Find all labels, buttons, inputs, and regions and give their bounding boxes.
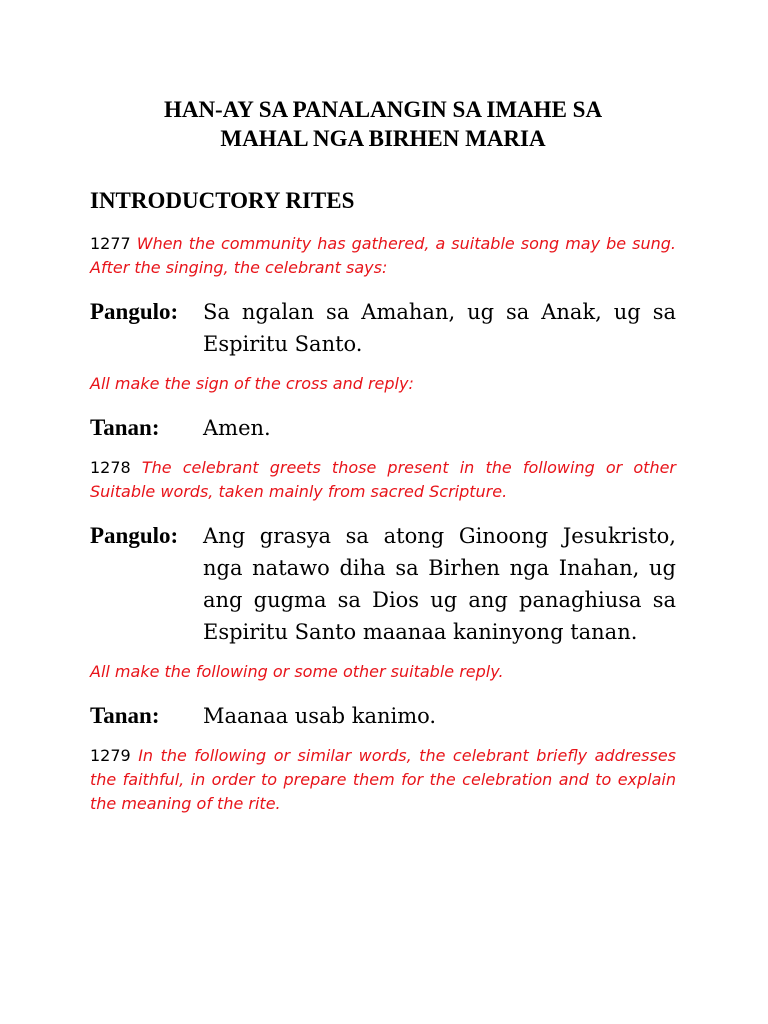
dialog-line-tanan-1 (90, 412, 676, 444)
rubric-number: 1278 (90, 458, 131, 477)
rubric-1278 (90, 456, 676, 504)
speaker-label: Pangulo: (90, 299, 179, 324)
rubric-1277 (90, 232, 676, 280)
speech-text: Maanaa usab kanimo. (203, 704, 437, 728)
dialog-line-pangulo-2 (90, 520, 676, 648)
rubric-instruction: In the following or similar words, the celebrant briefly addresses the faithful, in order to prepare them for the celebration and to explain the meaning of the rite. (90, 746, 676, 813)
rubric-number: 1277 (90, 234, 131, 253)
rubric-1279 (90, 744, 676, 816)
speaker-label: Tanan: (90, 415, 160, 440)
rubric-instruction: The celebrant greets those present in the following or other Suitable words, taken mainly from sacred Scripture. (90, 458, 677, 501)
page-title-line-2: MAHAL NGA BIRHEN MARIA (220, 126, 546, 151)
rubric-sign-of-cross: All make the sign of the cross and reply: (90, 374, 414, 393)
speaker-label: Pangulo: (90, 523, 179, 548)
document-page (90, 0, 676, 816)
rubric-reply: All make the following or some other suitable reply. (90, 662, 504, 681)
rubric-number: 1279 (90, 746, 131, 765)
rubric-instruction: When the community has gathered, a suitable song may be sung. After the singing, the celebrant says: (90, 234, 676, 277)
speech-text: Amen. (203, 416, 271, 440)
page-title (90, 95, 676, 153)
speech-text: Sa ngalan sa Amahan, ug sa Anak, ug sa Espiritu Santo. (203, 300, 676, 356)
section-heading: INTRODUCTORY RITES (90, 188, 355, 213)
speaker-label: Tanan: (90, 703, 160, 728)
dialog-line-pangulo-1 (90, 296, 676, 360)
dialog-line-tanan-2 (90, 700, 676, 732)
page-title-line-1: HAN-AY SA PANALANGIN SA IMAHE SA (163, 97, 603, 122)
speech-text: Ang grasya sa atong Ginoong Jesukristo, nga natawo diha sa Birhen nga Inahan, ug ang gugma sa Dios ug ang panaghiusa sa Espiritu Santo maanaa kaninyong tanan. (203, 524, 676, 644)
